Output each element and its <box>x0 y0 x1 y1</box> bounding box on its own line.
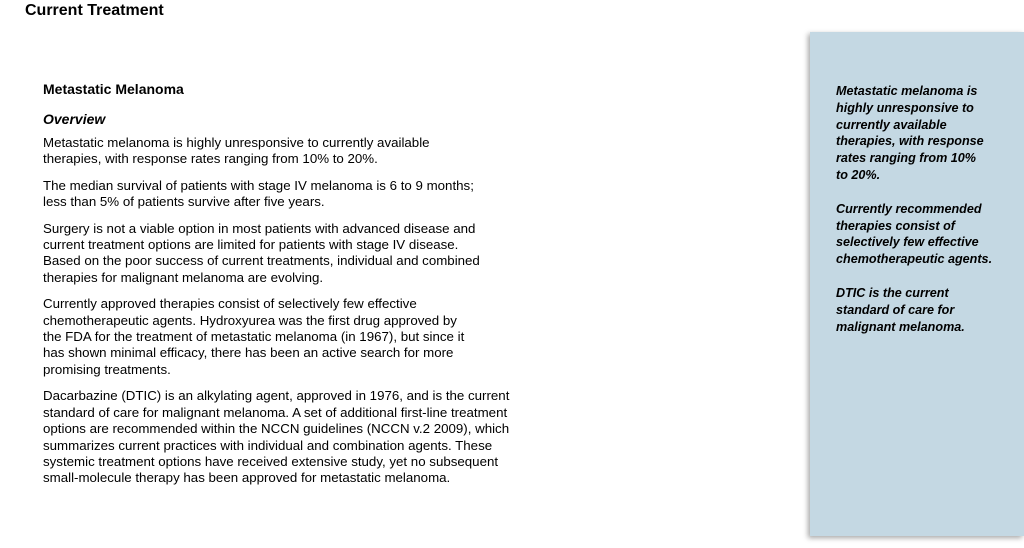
main-content <box>43 79 553 497</box>
paragraph-response-rates: Metastatic melanoma is highly unresponsive to currently available therapies, with response rates ranging from 10% to 20%. <box>43 135 430 167</box>
section-heading: Metastatic Melanoma <box>43 81 184 97</box>
section-subheading: Overview <box>43 111 106 127</box>
paragraph-approved-therapies: Currently approved therapies consist of selectively few effective chemotherapeutic agents. Hydroxyurea was the first drug approved by the FDA for the treatment of metastatic melanoma (in 1967), but since it has shown minimal efficacy, there has been an active search for more promising treatments. <box>43 296 465 377</box>
paragraph-median-survival: The median survival of patients with stage IV melanoma is 6 to 9 months; less than 5% of patients survive after five years. <box>43 177 474 210</box>
sidebar-note-dtic: DTIC is the current standard of care for malignant melanoma. <box>836 285 965 334</box>
page-title: Current Treatment <box>25 2 164 19</box>
summary-sidebar <box>810 32 1024 536</box>
sidebar-note-response: Metastatic melanoma is highly unresponsive to currently available therapies, with response rates ranging from 10% to 20%. <box>836 84 984 182</box>
sidebar-note-therapies: Currently recommended therapies consist of selectively few effective chemotherapeutic agents. <box>836 201 993 267</box>
paragraph-dacarbazine: Dacarbazine (DTIC) is an alkylating agent, approved in 1976, and is the current standard of care for malignant melanoma. A set of additional first-line treatment options are recommended within the NCCN guidelines (NCCN v.2 2009), which summarizes current practices with individual and combination agents. These systemic treatment options have received extensive study, yet no subsequent small-molecule therapy has been approved for metastatic melanoma. <box>43 388 510 486</box>
paragraph-surgery: Surgery is not a viable option in most patients with advanced disease and current treatment options are limited for patients with stage IV disease. Based on the poor success of current treatments, individual and combined therapies for malignant melanoma are evolving. <box>43 220 480 285</box>
